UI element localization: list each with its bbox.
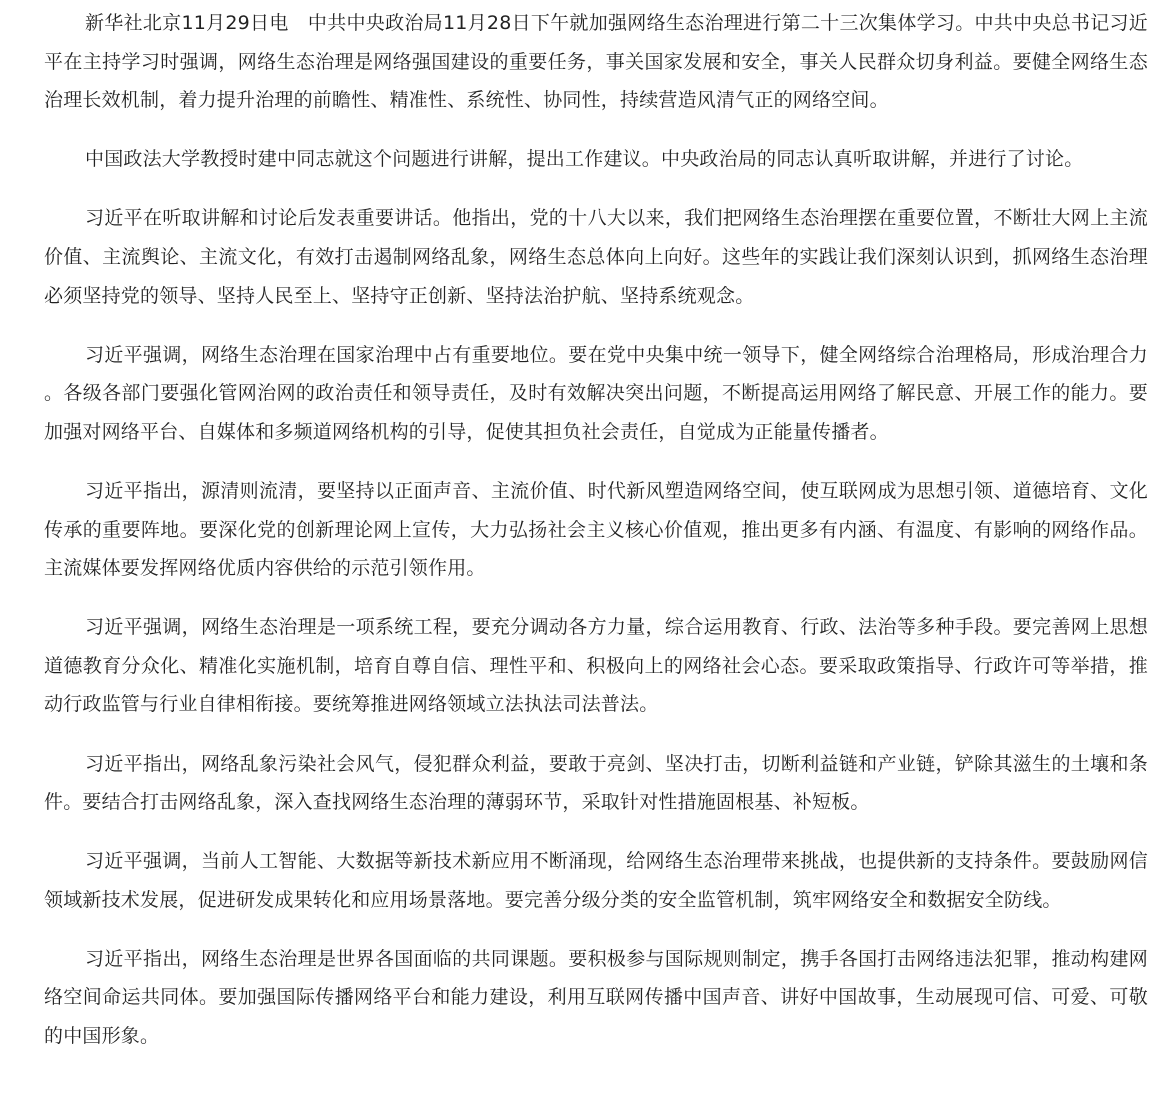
- article-paragraph-lead: 新华社北京11月29日电 中共中央政治局11月28日下午就加强网络生态治理进行第二十三次集体学习。中共中央总书记习近平在主持学习时强调，网络生态治理是网络强国建设的重要任务，事关国家发展和安全，事关人民群众切身利益。要健全网络生态治理长效机制，着力提升治理的前瞻性、精准性、系统性、协同性，持续营造风清气正的网络空间。: [44, 12, 1148, 112]
- article-paragraph: 习近平指出，网络乱象污染社会风气，侵犯群众利益，要敢于亮剑、坚决打击，切断利益链和产业链，铲除其滋生的土壤和条件。要结合打击网络乱象，深入查找网络生态治理的薄弱环节，采取针对性措施固根基、补短板。: [44, 752, 1148, 814]
- article-paragraph: 习近平指出，网络生态治理是世界各国面临的共同课题。要积极参与国际规则制定，携手各国打击网络违法犯罪，推动构建网络空间命运共同体。要加强国际传播网络平台和能力建设，利用互联网传播中国声音、讲好中国故事，生动展现可信、可爱、可敬的中国形象。: [44, 947, 1148, 1048]
- article-paragraph: 习近平在听取讲解和讨论后发表重要讲话。他指出，党的十八大以来，我们把网络生态治理摆在重要位置，不断壮大网上主流价值、主流舆论、主流文化，有效打击遏制网络乱象，网络生态总体向上向好。这些年的实践让我们深刻认识到，抓网络生态治理必须坚持党的领导、坚持人民至上、坚持守正创新、坚持法治护航、坚持系统观念。: [44, 207, 1148, 307]
- article-paragraph: 习近平强调，网络生态治理是一项系统工程，要充分调动各方力量，综合运用教育、行政、法治等多种手段。要完善网上思想道德教育分众化、精准化实施机制，培育自尊自信、理性平和、积极向上的网络社会心态。要采取政策指导、行政许可等举措，推动行政监管与行业自律相衔接。要统筹推进网络领域立法执法司法普法。: [44, 616, 1148, 716]
- article-paragraph: 中国政法大学教授时建中同志就这个问题进行讲解，提出工作建议。中央政治局的同志认真听取讲解，并进行了讨论。: [85, 148, 1084, 171]
- article-paragraph: 习近平强调，网络生态治理在国家治理中占有重要地位。要在党中央集中统一领导下，健全网络综合治理格局，形成治理合力。各级各部门要强化管网治网的政治责任和领导责任，及时有效解决突出问题，不断提高运用网络了解民意、开展工作的能力。要加强对网络平台、自媒体和多频道网络机构的引导，促使其担负社会责任，自觉成为正能量传播者。: [44, 343, 1148, 443]
- article-paragraph: 习近平强调，当前人工智能、大数据等新技术新应用不断涌现，给网络生态治理带来挑战，也提供新的支持条件。要鼓励网信领域新技术发展，促进研发成果转化和应用场景落地。要完善分级分类的安全监管机制，筑牢网络安全和数据安全防线。: [44, 850, 1148, 911]
- article-body: [44, 0, 1148, 1056]
- article-paragraph: 习近平指出，源清则流清，要坚持以正面声音、主流价值、时代新风塑造网络空间，使互联网成为思想引领、道德培育、文化传承的重要阵地。要深化党的创新理论网上宣传，大力弘扬社会主义核心价值观，推出更多有内涵、有温度、有影响的网络作品。主流媒体要发挥网络优质内容供给的示范引领作用。: [44, 479, 1148, 580]
